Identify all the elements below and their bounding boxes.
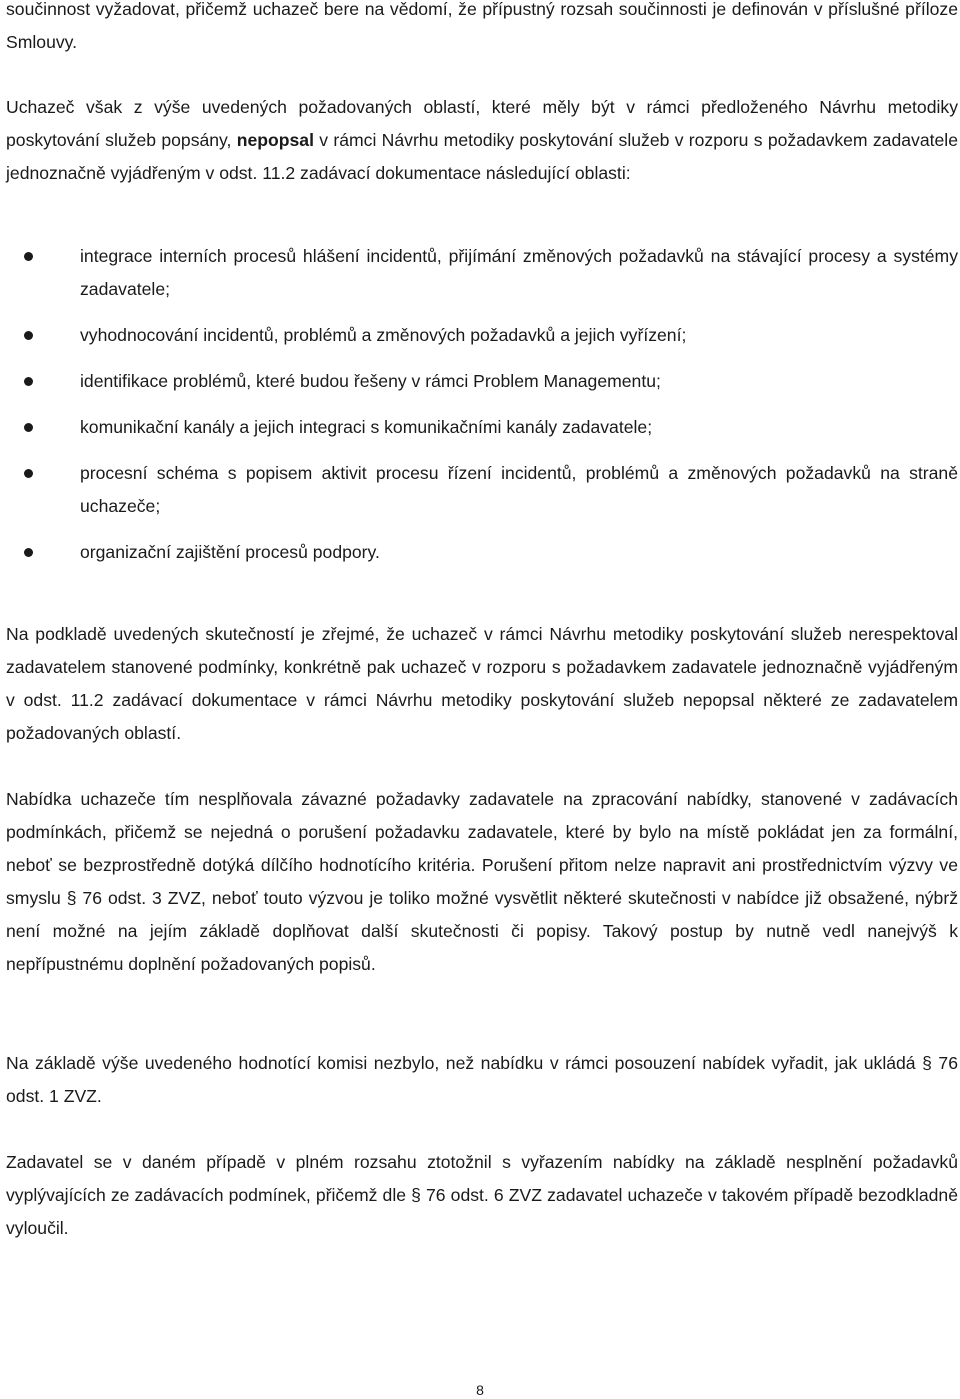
list-item-text: vyhodnocování incidentů, problémů a změnových požadavků a jejich vyřízení; xyxy=(80,325,687,345)
paragraph-conclusion: Na podkladě uvedených skutečností je zřejmé, že uchazeč v rámci Návrhu metodiky poskytování služeb nerespektoval zadavatelem stanovené podmínky, konkrétně pak uchazeč v rozporu s požadavkem zadavatele jednoznačně vyjádřeným v odst. 11.2 zadávací dokumentace v rámci Návrhu metodiky poskytování služeb nepopsal některé ze zadavatelem požadovaných oblastí. xyxy=(6,624,958,743)
list-item xyxy=(6,365,958,398)
page-number: 8 xyxy=(476,1382,484,1398)
bullet-icon xyxy=(24,548,33,557)
list-item xyxy=(6,457,958,523)
intro-text-end: v rámci Návrhu metodiky poskytování služeb v rozporu s požadavkem zadavatele jednoznačně vyjádřeným v odst. 11.2 zadávací dokumentace následující oblasti: xyxy=(6,130,958,183)
paragraph-reasoning: Nabídka uchazeče tím nesplňovala závazné požadavky zadavatele na zpracování nabídky, stanovené v zadávacích podmínkách, přičemž se nejedná o porušení požadavku zadavatele, které by bylo na místě pokládat jen za formální, neboť se bezprostředně dotýká dílčího hodnotícího kritéria. Porušení přitom nelze napravit ani prostřednictvím výzvy ve smyslu § 76 odst. 3 ZVZ, neboť touto výzvou je toliko možné vysvětlit některé skutečnosti v nabídce již obsažené, nýbrž není možné na jejím základě doplňovat další skutečnosti či popisy. Takový postup by nutně vedl nanejvýš k nepřípustnému doplnění požadovaných popisů. xyxy=(6,789,958,974)
list-item xyxy=(6,411,958,444)
list-item-text: procesní schéma s popisem aktivit procesu řízení incidentů, problémů a změnových požadavků na straně uchazeče; xyxy=(80,463,958,516)
bullet-icon xyxy=(24,423,33,432)
list-item-text: organizační zajištění procesů podpory. xyxy=(80,542,380,562)
missing-areas-list xyxy=(6,240,958,582)
paragraph-continuation: součinnost vyžadovat, přičemž uchazeč bere na vědomí, že přípustný rozsah součinnosti je definován v příslušné příloze Smlouvy. xyxy=(6,0,958,52)
intro-text-start: Uchazeč však z výše uvedených požadovaných oblastí, které měly být v rámci předloženého Návrhu metodiky poskytování služeb popsány, xyxy=(6,97,958,150)
list-item xyxy=(6,240,958,306)
paragraph-intro xyxy=(6,91,958,190)
intro-bold-word: nepopsal xyxy=(236,130,314,150)
paragraph-exclusion: Na základě výše uvedeného hodnotící komisi nezbylo, než nabídku v rámci posouzení nabídek vyřadit, jak ukládá § 76 odst. 1 ZVZ. xyxy=(6,1053,958,1106)
bullet-icon xyxy=(24,377,33,386)
list-item-text: komunikační kanály a jejich integraci s komunikačními kanály zadavatele; xyxy=(80,417,653,437)
bullet-icon xyxy=(24,252,33,261)
list-item-text: integrace interních procesů hlášení incidentů, přijímání změnových požadavků na stávající procesy a systémy zadavatele; xyxy=(80,246,958,299)
list-item xyxy=(6,319,958,352)
list-item-text: identifikace problémů, které budou řešeny v rámci Problem Managementu; xyxy=(80,371,661,391)
bullet-icon xyxy=(24,469,33,478)
bullet-icon xyxy=(24,331,33,340)
paragraph-decision: Zadavatel se v daném případě v plném rozsahu ztotožnil s vyřazením nabídky na základě nesplnění požadavků vyplývajících ze zadávacích podmínek, přičemž dle § 76 odst. 6 ZVZ zadavatel uchazeče v takovém případě bezodkladně vyloučil. xyxy=(6,1152,958,1238)
list-item xyxy=(6,536,958,569)
